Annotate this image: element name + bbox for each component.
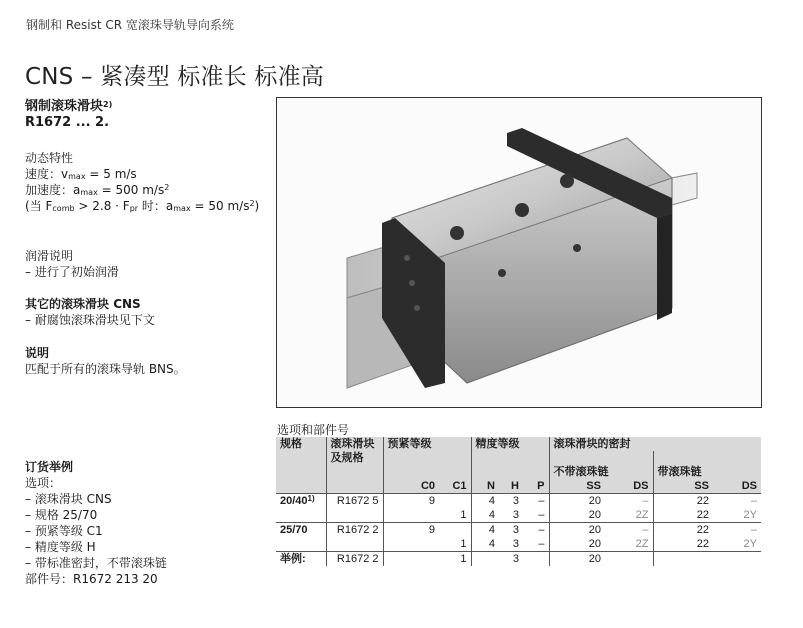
table-row: 1 4 3 – 20 2Z 22 2Y <box>276 537 761 552</box>
col-ss: SS <box>653 479 713 494</box>
product-code: R1672 ... 2. <box>25 115 110 130</box>
col-c0: C0 <box>383 479 439 494</box>
header-with-chain: 带滚珠链 <box>653 465 761 479</box>
order-heading: 订货举例 <box>25 460 74 474</box>
col-h: H <box>499 479 523 494</box>
dynamics-section <box>25 150 270 214</box>
example-part: R1672 2 <box>326 552 383 567</box>
col-ds: DS <box>605 479 653 494</box>
condition-line: (当 $F_{comb} > 2.8 \cdot F_{pr}$ 时：$a_{max} = 50$ $m/s^2$) <box>25 199 260 213</box>
header-preload: 预紧等级 <box>383 437 471 451</box>
order-item: – 预紧等级 C1 <box>25 524 103 538</box>
dynamics-heading: 动态特性 <box>25 151 74 165</box>
lubrication-line: – 进行了初始润滑 <box>25 265 119 279</box>
speed-line: 速度：$v_{max} = 5$ m/s <box>25 167 137 181</box>
header-seal: 滚珠滑块的密封 <box>549 437 761 451</box>
table-row: 25/70 R1672 2 9 4 3 – 20 – 22 – <box>276 523 761 538</box>
options-table <box>276 437 761 566</box>
accel-line: 加速度：$a_{max} = 500$ $m/s^2$ <box>25 183 170 197</box>
order-item: – 带标准密封，不带滚珠链 <box>25 556 167 570</box>
col-c1: C1 <box>439 479 471 494</box>
document-header: 钢制和 Resist CR 宽滚珠导轨导向系统 <box>26 18 234 32</box>
example-h: 3 <box>499 552 523 567</box>
table-header-row <box>276 437 761 451</box>
header-block-size: 及规格 <box>326 451 383 465</box>
table-header-row <box>276 451 761 465</box>
page-title: CNS – 紧凑型 标准长 标准高 <box>25 64 325 90</box>
lubrication-section <box>25 248 270 280</box>
order-options-label: 选项： <box>25 476 62 490</box>
table-row: 20/40$^{1)}$ R1672 5 9 4 3 – 20 – 22 – <box>276 494 761 509</box>
example-c1: 1 <box>439 552 471 567</box>
order-item: – 精度等级 H <box>25 540 96 554</box>
lubrication-heading: 润滑说明 <box>25 249 74 263</box>
table-column-codes <box>276 479 761 494</box>
order-item: – 滚珠滑块 CNS <box>25 492 112 506</box>
note-section <box>25 345 270 377</box>
options-table-title: 选项和部件号 <box>277 423 350 437</box>
col-ss: SS <box>549 479 605 494</box>
other-line: – 耐腐蚀滚珠滑块见下文 <box>25 313 155 327</box>
product-photo <box>276 97 762 408</box>
header-size: 规格 <box>276 437 326 451</box>
other-blocks-section <box>25 296 270 328</box>
product-name: 钢制滚珠滑块 <box>25 99 104 114</box>
header-no-chain: 不带滚珠链 <box>549 465 653 479</box>
footnote-mark: 2) <box>103 100 113 109</box>
order-part-number: 部件号：R1672 213 20 <box>25 572 158 586</box>
order-example-section <box>25 459 270 587</box>
header-block: 滚珠滑块 <box>326 437 383 451</box>
table-example-row <box>276 552 761 567</box>
table-row: 1 4 3 – 20 2Z 22 2Y <box>276 508 761 523</box>
note-heading: 说明 <box>25 346 50 360</box>
example-ss: 20 <box>549 552 605 567</box>
order-item: – 规格 25/70 <box>25 508 98 522</box>
other-heading: 其它的滚珠滑块 CNS <box>25 297 141 311</box>
note-line: 匹配于所有的滚珠导轨 BNS。 <box>25 362 186 376</box>
example-label: 举例: <box>276 552 326 567</box>
col-p: P <box>523 479 549 494</box>
header-accuracy: 精度等级 <box>471 437 549 451</box>
ball-runner-block-illustration <box>277 98 761 407</box>
col-n: N <box>471 479 499 494</box>
product-heading <box>25 99 270 131</box>
col-ds: DS <box>713 479 761 494</box>
table-header-row <box>276 465 761 479</box>
